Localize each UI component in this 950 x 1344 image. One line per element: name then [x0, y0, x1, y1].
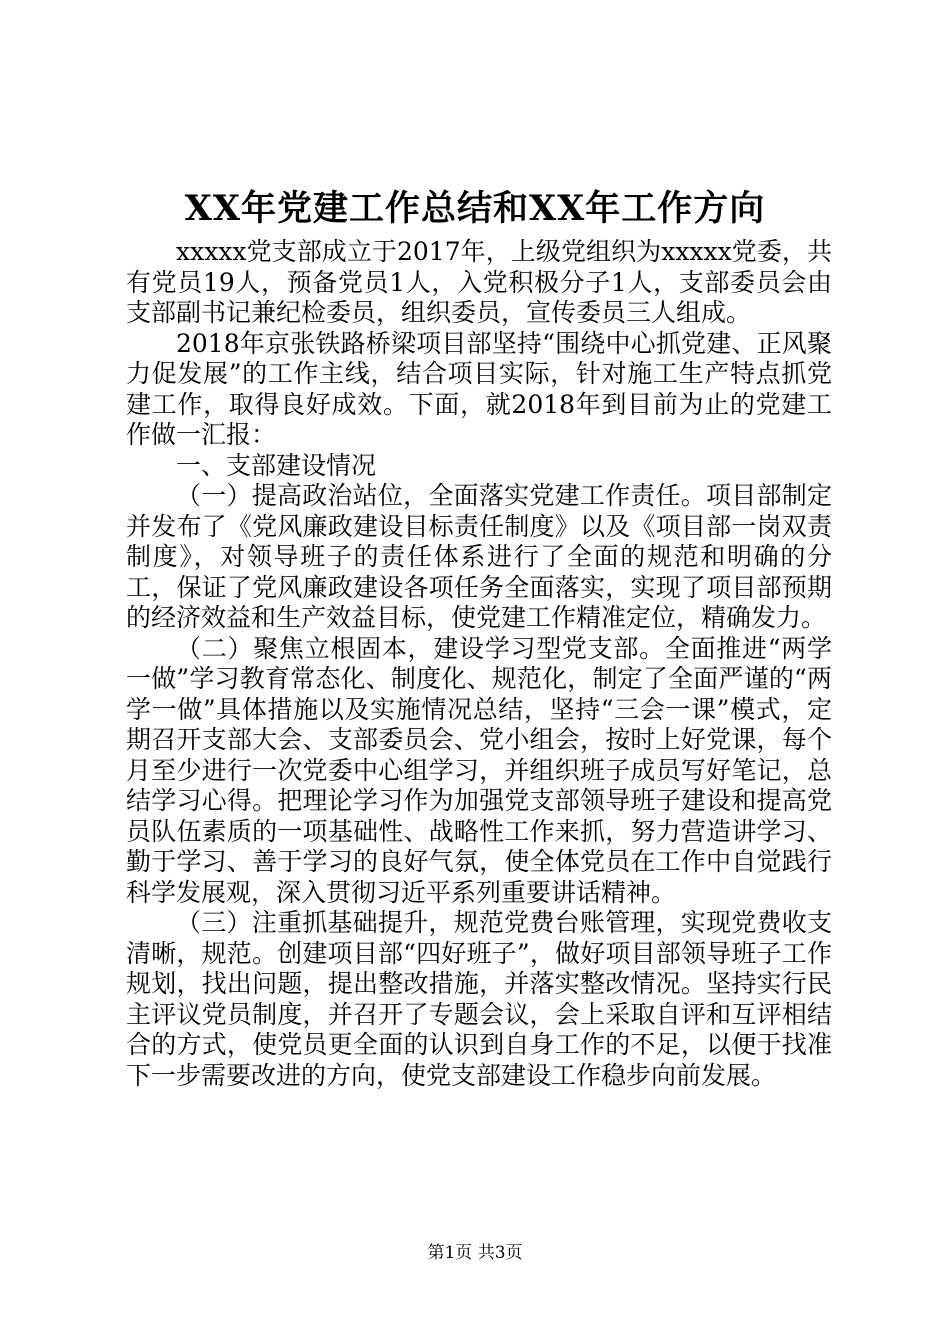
section-heading-branch-construction: 一、支部建设情况 — [176, 450, 377, 480]
document-body — [126, 237, 832, 1091]
document-title: XX年党建工作总结和XX年工作方向 — [184, 188, 766, 229]
paragraph-basic-improvement: （三）注重抓基础提升，规范党费台账管理，实现党费收支清晰，规范。创建项目部“四好班子”，做好项目部领导班子工作规划，找出问题，提出整改措施，并落实整改情况。坚持实行民主评议党员制度，并召开了专题会议，会上采取自评和互评相结合的方式，使党员更全面的认识到自身工作的不足，以便于找准下一步需要改进的方向，使党支部建设工作稳步向前发展。 — [126, 908, 832, 1090]
paragraph-political-responsibility: （一）提高政治站位，全面落实党建工作责任。项目部制定并发布了《党风廉政建设目标责任制度》以及《项目部一岗双责制度》，对领导班子的责任体系进行了全面的规范和明确的分工，保证了党风廉政建设各项任务全面落实，实现了项目部预期的经济效益和生产效益目标，使党建工作精准定位，精确发力。 — [126, 481, 832, 632]
paragraph-branch-intro: xxxxx党支部成立于2017年，上级党组织为xxxxx党委，共有党员19人，预备党员1人，入党积极分子1人，支部委员会由支部副书记兼纪检委员，组织委员，宣传委员三人组成。 — [126, 237, 832, 327]
paragraph-project-overview: 2018年京张铁路桥梁项目部坚持“围绕中心抓党建、正风聚力促发展”的工作主线，结合项目实际，针对施工生产特点抓党建工作，取得良好成效。下面，就2018年到目前为止的党建工作做一汇报： — [126, 328, 832, 449]
paragraph-learning-branch: （二）聚焦立根固本，建设学习型党支部。全面推进“两学一做”学习教育常态化、制度化、规范化，制定了全面严谨的“两学一做”具体措施以及实施情况总结，坚持“三会一课”模式，定期召开支部大会、支部委员会、党小组会，按时上好党课，每个月至少进行一次党委中心组学习，并组织班子成员写好笔记，总结学习心得。把理论学习作为加强党支部领导班子建设和提高党员队伍素质的一项基础性、战略性工作来抓，努力营造讲学习、勤于学习、善于学习的良好气氛，使全体党员在工作中自觉践行科学发展观，深入贯彻习近平系列重要讲话精神。 — [126, 633, 832, 907]
page-footer: 第1页 共3页 — [427, 1243, 523, 1263]
